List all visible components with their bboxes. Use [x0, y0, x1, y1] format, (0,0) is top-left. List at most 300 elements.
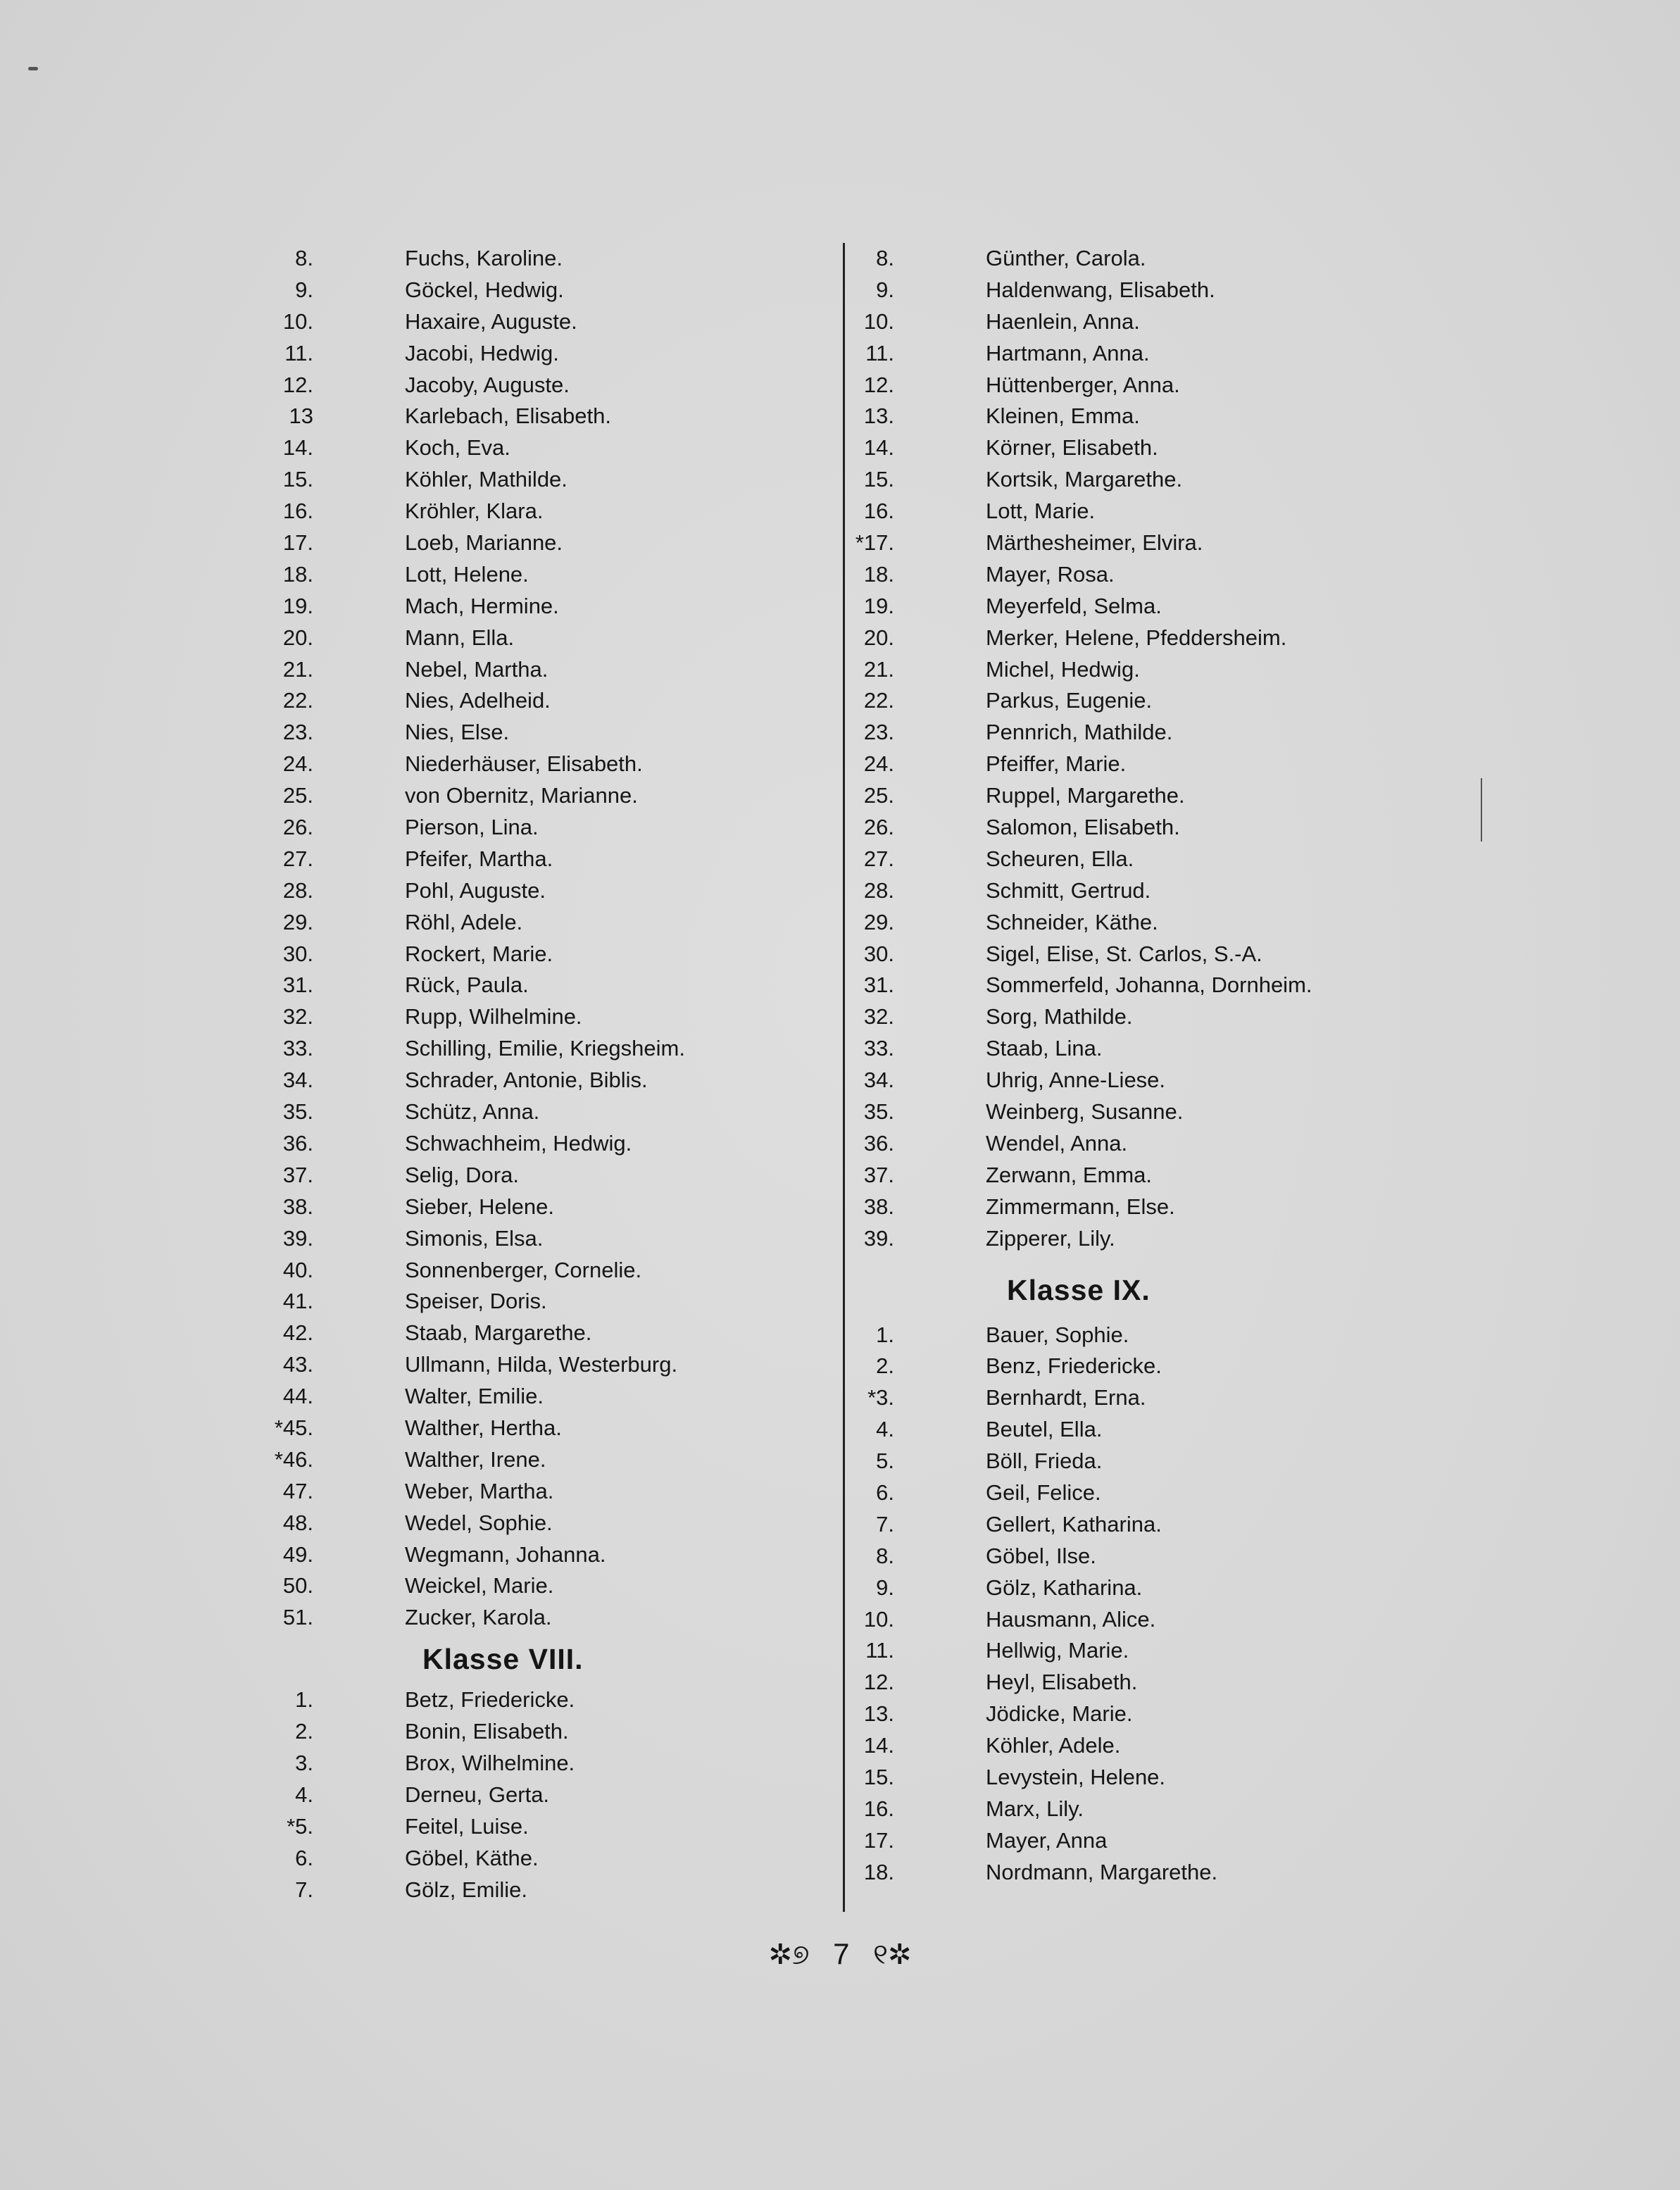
list-item-name: Heyl, Elisabeth. — [986, 1670, 1138, 1695]
list-item — [876, 1572, 1436, 1604]
list-item — [295, 1843, 757, 1875]
list-item-name: Hüttenberger, Anna. — [986, 372, 1180, 397]
list-item — [282, 1349, 757, 1381]
list-item-name: Wedel, Sophie. — [405, 1510, 553, 1535]
list-item-number: *45. — [274, 1415, 313, 1440]
list-item-number: 24. — [282, 751, 313, 777]
list-item-number: 11. — [865, 1638, 894, 1663]
list-item — [295, 1748, 757, 1779]
list-item-name: Wendel, Anna. — [986, 1130, 1128, 1156]
list-item — [282, 1508, 757, 1539]
list-item-number: 17. — [863, 1827, 894, 1853]
list-item — [282, 717, 757, 749]
list-item-number: 31. — [863, 972, 894, 998]
list-item-name: Zerwann, Emma. — [986, 1162, 1153, 1187]
list-item — [282, 1191, 757, 1223]
list-item-name: Köhler, Mathilde. — [405, 467, 568, 492]
list-item-number: 42. — [282, 1320, 313, 1346]
list-item-number: 30. — [863, 941, 894, 966]
list-item-name: Rück, Paula. — [405, 972, 529, 998]
list-item-name: Zipperer, Lily. — [986, 1225, 1115, 1251]
list-item-name: Mann, Ella. — [405, 625, 515, 650]
list-item — [295, 1716, 757, 1748]
list-item-number: 35. — [282, 1099, 313, 1125]
list-item-number: 36. — [282, 1130, 313, 1156]
list-item-number: 47. — [282, 1478, 313, 1503]
student-list-klasse-ix — [863, 1320, 1436, 1889]
list-item-number: 20. — [863, 625, 894, 650]
list-item-name: Rockert, Marie. — [405, 941, 553, 966]
list-item-number: 8. — [876, 246, 894, 270]
list-item-number: 27. — [282, 846, 313, 871]
list-item — [863, 1191, 1436, 1223]
list-item — [876, 1351, 1436, 1382]
list-item-name: Loeb, Marianne. — [405, 530, 563, 556]
list-item — [282, 1318, 757, 1349]
list-item-name: Hartmann, Anna. — [986, 340, 1150, 365]
list-item — [863, 1065, 1436, 1096]
list-item-number: 33. — [282, 1036, 313, 1061]
list-item-number: 22. — [282, 688, 313, 713]
list-item — [863, 907, 1436, 939]
list-item-name: Levystein, Helene. — [986, 1764, 1166, 1789]
list-item-number: 5. — [876, 1448, 894, 1474]
list-item-number: 28. — [863, 877, 894, 903]
list-item — [863, 1160, 1436, 1191]
list-item-name: Schütz, Anna. — [405, 1099, 540, 1125]
list-item-number: 18. — [282, 561, 313, 587]
list-item — [274, 1444, 757, 1476]
list-item — [863, 1698, 1436, 1730]
list-item-name: Röhl, Adele. — [405, 909, 523, 934]
print-speck — [28, 67, 38, 70]
list-item — [876, 1541, 1436, 1572]
list-item — [876, 243, 1436, 275]
list-item — [295, 1875, 757, 1906]
list-item-number: 50. — [282, 1573, 313, 1598]
list-item — [863, 559, 1436, 591]
list-item — [863, 496, 1436, 527]
list-item — [282, 844, 757, 875]
list-item-name: Sonnenberger, Cornelie. — [405, 1257, 642, 1282]
list-item-number: 19. — [282, 593, 313, 618]
list-item — [863, 432, 1436, 464]
list-item-number: 14. — [282, 435, 313, 461]
list-item-name: Weickel, Marie. — [405, 1573, 554, 1598]
list-item — [863, 1128, 1436, 1160]
list-item-number: 35. — [863, 1099, 894, 1125]
list-item-number: 27. — [863, 846, 894, 871]
list-item-number: 29. — [863, 909, 894, 934]
list-item — [274, 1413, 757, 1444]
list-item-name: Nies, Else. — [405, 720, 510, 745]
list-item-number: 24. — [863, 751, 894, 777]
list-item-number: 13 — [289, 403, 313, 429]
list-item-name: Göbel, Ilse. — [986, 1543, 1096, 1568]
list-item-name: Günther, Carola. — [986, 246, 1146, 270]
list-item-name: Haldenwang, Elisabeth. — [986, 277, 1215, 302]
list-item — [282, 1381, 757, 1413]
list-item — [863, 1825, 1436, 1857]
list-item-name: Niederhäuser, Elisabeth. — [405, 751, 643, 777]
list-item-name: Salomon, Elisabeth. — [986, 815, 1180, 840]
list-item — [863, 844, 1436, 875]
list-item — [863, 306, 1436, 338]
list-item-number: 2. — [295, 1719, 313, 1744]
list-item — [863, 591, 1436, 622]
list-item-number: 20. — [282, 625, 313, 650]
list-item-number: 7. — [295, 1877, 313, 1902]
list-item — [863, 812, 1436, 844]
list-item-name: Pfeifer, Martha. — [405, 846, 553, 871]
list-item — [282, 654, 757, 686]
list-item-number: 21. — [282, 656, 313, 682]
list-item-name: Wegmann, Johanna. — [405, 1541, 606, 1567]
list-item-number: 14. — [863, 1733, 894, 1758]
list-item — [282, 1570, 757, 1602]
list-item-name: Karlebach, Elisabeth. — [405, 403, 611, 429]
list-item — [863, 1794, 1436, 1825]
list-item-number: 37. — [282, 1162, 313, 1187]
list-item-number: 18. — [863, 561, 894, 587]
list-item-name: Benz, Friedericke. — [986, 1353, 1162, 1379]
list-item-name: Michel, Hedwig. — [986, 656, 1140, 682]
list-item-name: Walter, Emilie. — [405, 1384, 544, 1409]
list-item-name: Simonis, Elsa. — [405, 1225, 544, 1251]
list-item-name: Nebel, Martha. — [405, 656, 548, 682]
list-item-name: Göckel, Hedwig. — [405, 277, 564, 302]
list-item-name: Mayer, Anna — [986, 1827, 1108, 1853]
list-item-number: 16. — [282, 499, 313, 524]
margin-rule — [1481, 778, 1482, 841]
list-item-name: Köhler, Adele. — [986, 1733, 1121, 1758]
list-item-name: Mayer, Rosa. — [986, 561, 1115, 587]
list-item — [863, 1001, 1436, 1033]
list-item-name: Zimmermann, Else. — [986, 1194, 1175, 1219]
list-item — [863, 464, 1436, 496]
list-item-name: Geil, Felice. — [986, 1479, 1101, 1505]
list-item — [282, 780, 757, 812]
list-item-name: Selig, Dora. — [405, 1162, 519, 1187]
list-item — [855, 527, 1436, 559]
list-item-number: 16. — [863, 1796, 894, 1821]
list-item-name: Merker, Helene, Pfeddersheim. — [986, 625, 1287, 650]
list-item — [282, 559, 757, 591]
list-item — [863, 622, 1436, 654]
list-item-name: Derneu, Gerta. — [405, 1782, 550, 1807]
list-item-number: 4. — [295, 1782, 313, 1807]
list-item — [876, 1446, 1436, 1477]
list-item — [282, 1065, 757, 1096]
list-item-number: 39. — [282, 1225, 313, 1251]
list-item-number: 22. — [863, 688, 894, 713]
list-item — [282, 1128, 757, 1160]
list-item-name: Mach, Hermine. — [405, 593, 559, 618]
list-item-name: Sigel, Elise, St. Carlos, S.-A. — [986, 941, 1262, 966]
list-item-name: Schrader, Antonie, Biblis. — [405, 1068, 648, 1093]
list-item-name: Nordmann, Margarethe. — [986, 1859, 1218, 1884]
list-item — [863, 1667, 1436, 1698]
list-item-number: 28. — [282, 877, 313, 903]
list-item — [863, 780, 1436, 812]
ornament-right-icon: ୧✲ — [873, 1939, 912, 1970]
list-item — [867, 1382, 1436, 1414]
list-item-number: 9. — [876, 277, 894, 302]
list-item-number: 25. — [282, 783, 313, 808]
list-item-name: Märthesheimer, Elvira. — [986, 530, 1203, 556]
list-item-name: Schneider, Käthe. — [986, 909, 1158, 934]
list-item-name: Koch, Eva. — [405, 435, 510, 461]
list-item — [282, 1160, 757, 1191]
list-item — [863, 685, 1436, 717]
list-item-number: 10. — [863, 1606, 894, 1632]
list-item-name: Staab, Margarethe. — [405, 1320, 592, 1346]
list-item — [282, 1096, 757, 1128]
list-item-name: Pohl, Auguste. — [405, 877, 546, 903]
list-item-name: Scheuren, Ella. — [986, 846, 1134, 871]
list-item-name: Kröhler, Klara. — [405, 499, 544, 524]
list-item-number: 13. — [863, 1701, 894, 1727]
list-item-name: Sommerfeld, Johanna, Dornheim. — [986, 972, 1312, 998]
list-item-name: Bonin, Elisabeth. — [405, 1719, 569, 1744]
list-item-number: 12. — [863, 1670, 894, 1695]
list-item-number: 1. — [295, 1687, 313, 1713]
list-item-name: Bauer, Sophie. — [986, 1322, 1129, 1347]
list-item — [282, 970, 757, 1001]
list-item-number: *3. — [867, 1385, 894, 1410]
list-item-name: Haxaire, Auguste. — [405, 308, 577, 334]
list-item — [876, 1509, 1436, 1541]
list-item-number: 2. — [876, 1353, 894, 1379]
list-item-number: 25. — [863, 783, 894, 808]
list-item-name: Kortsik, Margarethe. — [986, 467, 1183, 492]
list-item — [863, 1033, 1436, 1065]
list-item — [282, 749, 757, 780]
list-item — [863, 1730, 1436, 1762]
list-item — [282, 496, 757, 527]
right-column — [855, 243, 1436, 1889]
list-item — [282, 306, 757, 338]
list-item-name: Nies, Adelheid. — [405, 688, 551, 713]
page-number: 7 — [833, 1937, 850, 1970]
list-item-name: Gölz, Katharina. — [986, 1575, 1143, 1600]
list-item-name: Fuchs, Karoline. — [405, 246, 563, 270]
list-item-number: 36. — [863, 1130, 894, 1156]
list-item — [863, 654, 1436, 686]
list-item-number: 15. — [863, 467, 894, 492]
left-column — [274, 243, 757, 1906]
list-item-number: 23. — [863, 720, 894, 745]
list-item-name: von Obernitz, Marianne. — [405, 783, 638, 808]
list-item-name: Weber, Martha. — [405, 1478, 554, 1503]
list-item — [876, 1320, 1436, 1351]
list-item-number: 12. — [282, 372, 313, 397]
list-item-number: 34. — [863, 1068, 894, 1093]
list-item-number: 9. — [295, 277, 313, 302]
list-item-name: Böll, Frieda. — [986, 1448, 1103, 1474]
list-item — [295, 243, 757, 275]
list-item-name: Staab, Lina. — [986, 1036, 1103, 1061]
section-heading-klasse-viii: Klasse VIII. — [422, 1643, 584, 1676]
list-item — [282, 370, 757, 401]
student-list-continued-right — [855, 243, 1436, 1255]
page-footer — [0, 1933, 1680, 1976]
list-item-name: Brox, Wilhelmine. — [405, 1750, 575, 1775]
list-item — [865, 1635, 1436, 1667]
list-item-number: 6. — [295, 1845, 313, 1870]
list-item — [863, 401, 1436, 432]
list-item-name: Marx, Lily. — [986, 1796, 1084, 1821]
list-item-number: 21. — [863, 656, 894, 682]
ornament-left-icon: ✲୭ — [768, 1939, 810, 1970]
list-item-name: Sieber, Helene. — [405, 1194, 554, 1219]
list-item-name: Haenlein, Anna. — [986, 308, 1140, 334]
list-item-number: 12. — [863, 372, 894, 397]
list-item-name: Parkus, Eugenie. — [986, 688, 1153, 713]
list-item-name: Weinberg, Susanne. — [986, 1099, 1184, 1125]
list-item — [863, 370, 1436, 401]
list-item-number: 49. — [282, 1541, 313, 1567]
list-item-number: 15. — [863, 1764, 894, 1789]
list-item-name: Walther, Irene. — [405, 1446, 546, 1472]
student-list-continued-left — [274, 243, 757, 1634]
list-item-number: 40. — [282, 1257, 313, 1282]
list-item-number: 3. — [295, 1750, 313, 1775]
list-item-number: 17. — [282, 530, 313, 556]
list-item-number: 33. — [863, 1036, 894, 1061]
list-item — [282, 1286, 757, 1318]
list-item-name: Meyerfeld, Selma. — [986, 593, 1162, 618]
list-item-name: Hellwig, Marie. — [986, 1638, 1129, 1663]
list-item-name: Schmitt, Gertrud. — [986, 877, 1151, 903]
list-item — [863, 749, 1436, 780]
list-item-number: 10. — [282, 308, 313, 334]
list-item-number: 4. — [876, 1417, 894, 1442]
list-item-number: 48. — [282, 1510, 313, 1535]
list-item — [282, 1001, 757, 1033]
list-item — [282, 875, 757, 907]
list-item — [863, 1604, 1436, 1636]
list-item — [863, 1223, 1436, 1255]
list-item-name: Körner, Elisabeth. — [986, 435, 1158, 461]
list-item-name: Ruppel, Margarethe. — [986, 783, 1185, 808]
list-item — [282, 1255, 757, 1287]
list-item — [282, 685, 757, 717]
list-item-number: 7. — [876, 1511, 894, 1537]
list-item-name: Walther, Hertha. — [405, 1415, 562, 1440]
list-item — [863, 875, 1436, 907]
list-item-number: 32. — [282, 1004, 313, 1030]
list-item-number: *5. — [287, 1813, 313, 1839]
list-item-number: 29. — [282, 909, 313, 934]
list-item — [863, 1857, 1436, 1889]
list-item-name: Speiser, Doris. — [405, 1289, 547, 1314]
list-item-name: Rupp, Wilhelmine. — [405, 1004, 582, 1030]
list-item — [863, 970, 1436, 1001]
list-item — [282, 622, 757, 654]
list-item-number: 32. — [863, 1004, 894, 1030]
list-item-name: Gölz, Emilie. — [405, 1877, 527, 1902]
list-item-name: Beutel, Ella. — [986, 1417, 1103, 1442]
list-item — [282, 1223, 757, 1255]
list-item — [863, 939, 1436, 970]
list-item — [282, 591, 757, 622]
list-item — [295, 275, 757, 306]
list-item-number: 26. — [863, 815, 894, 840]
list-item-number: 37. — [863, 1162, 894, 1187]
list-item — [282, 1539, 757, 1571]
list-item-name: Jödicke, Marie. — [986, 1701, 1133, 1727]
list-item-number: 6. — [876, 1479, 894, 1505]
student-list-klasse-viii — [287, 1684, 757, 1906]
list-item — [282, 907, 757, 939]
list-item-number: 15. — [282, 467, 313, 492]
list-item-number: 38. — [282, 1194, 313, 1219]
list-item — [876, 1414, 1436, 1446]
list-item-name: Uhrig, Anne-Liese. — [986, 1068, 1166, 1093]
list-item — [863, 1096, 1436, 1128]
list-item-name: Zucker, Karola. — [405, 1605, 552, 1630]
list-item-name: Jacobi, Hedwig. — [405, 340, 559, 365]
list-item — [282, 432, 757, 464]
list-item — [876, 275, 1436, 306]
list-item-name: Sorg, Mathilde. — [986, 1004, 1133, 1030]
list-item-number: 13. — [863, 403, 894, 429]
list-item-name: Lott, Marie. — [986, 499, 1096, 524]
section-heading-klasse-ix: Klasse IX. — [1007, 1273, 1151, 1306]
list-item — [282, 464, 757, 496]
list-item-name: Bernhardt, Erna. — [986, 1385, 1146, 1410]
list-item — [282, 1602, 757, 1634]
list-item-number: 38. — [863, 1194, 894, 1219]
list-item-name: Göbel, Käthe. — [405, 1845, 539, 1870]
list-item-number: 9. — [876, 1575, 894, 1600]
list-item-name: Jacoby, Auguste. — [405, 372, 570, 397]
list-item — [287, 1811, 757, 1843]
list-item-number: 1. — [876, 1322, 894, 1347]
list-item-name: Lott, Helene. — [405, 561, 529, 587]
list-item-number: 11. — [865, 340, 894, 365]
list-item — [282, 1033, 757, 1065]
list-item-number: 10. — [863, 308, 894, 334]
list-item-number: 34. — [282, 1068, 313, 1093]
list-item — [282, 939, 757, 970]
list-item-name: Gellert, Katharina. — [986, 1511, 1162, 1537]
list-item — [289, 401, 757, 432]
list-item-name: Pennrich, Mathilde. — [986, 720, 1173, 745]
list-item-name: Pfeiffer, Marie. — [986, 751, 1127, 777]
list-item-name: Betz, Friedericke. — [405, 1687, 575, 1713]
list-item-number: 51. — [282, 1605, 313, 1630]
list-item-number: 18. — [863, 1859, 894, 1884]
list-item-number: 31. — [282, 972, 313, 998]
column-divider — [843, 243, 845, 1912]
list-item-number: 8. — [295, 246, 313, 270]
list-item-number: 44. — [282, 1384, 313, 1409]
list-item — [876, 1477, 1436, 1509]
list-item-number: *17. — [855, 530, 894, 556]
list-item-number: 11. — [284, 340, 313, 365]
list-item-number: 14. — [863, 435, 894, 461]
list-item — [282, 527, 757, 559]
list-item — [863, 717, 1436, 749]
list-item-number: 43. — [282, 1352, 313, 1377]
list-item — [295, 1684, 757, 1716]
list-item-name: Schilling, Emilie, Kriegsheim. — [405, 1036, 685, 1061]
list-item-name: Feitel, Luise. — [405, 1813, 529, 1839]
list-item-name: Ullmann, Hilda, Westerburg. — [405, 1352, 678, 1377]
list-item-number: 41. — [282, 1289, 313, 1314]
